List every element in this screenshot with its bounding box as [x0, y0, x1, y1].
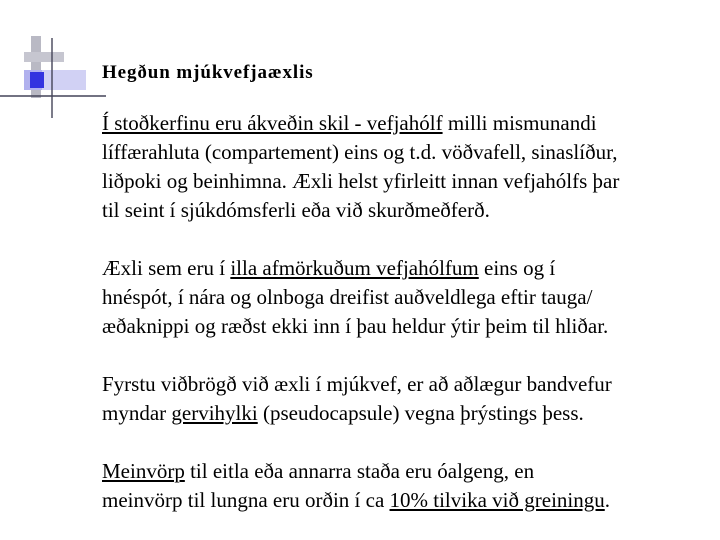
paragraph-line: [102, 109, 702, 138]
text-run: myndar: [102, 401, 172, 425]
corner-decoration: [0, 0, 110, 130]
paragraph-metastases: [102, 457, 702, 515]
text-run: til eitla eða annarra staða eru óalgeng, en: [184, 459, 535, 483]
paragraph-poorly-defined-compartments: [102, 254, 702, 341]
text-run: líffærahluta (compartement) eins og t.d. vöðvafell, sinaslíður,: [102, 140, 618, 164]
underlined-term: gervihylki: [171, 401, 258, 425]
paragraph-line: [102, 254, 702, 283]
text-run: hnéspót, í nára og olnboga dreifist auðveldlega eftir tauga/: [102, 285, 593, 309]
paragraph-line: [102, 283, 702, 312]
decor-blue-core: [30, 72, 44, 88]
paragraph-line: [102, 370, 702, 399]
page-title: Hegðun mjúkvefjaæxlis: [102, 62, 314, 83]
text-run: .: [604, 488, 610, 512]
paragraph-line: [102, 167, 702, 196]
underlined-term: Meinvörp: [102, 459, 185, 483]
decor-gray-horizontal-bar: [24, 52, 64, 62]
underlined-term: illa afmörkuðum vefjahólfum: [230, 256, 479, 280]
text-run: (pseudocapsule) vegna þrýstings þess.: [257, 401, 584, 425]
text-run: til seint í sjúkdómsferli eða við skurðmeðferð.: [102, 198, 490, 222]
paragraph-line: [102, 138, 702, 167]
underlined-term: 10% tilvika við greiningu: [389, 488, 605, 512]
text-run: eins og í: [478, 256, 556, 280]
text-run: Fyrstu viðbrögð við æxli í mjúkvef, er að aðlægur bandvefur: [102, 372, 612, 396]
paragraph-line: [102, 486, 702, 515]
text-run: Æxli sem eru í: [102, 256, 231, 280]
paragraph-line: [102, 399, 702, 428]
text-run: milli mismunandi: [442, 111, 597, 135]
text-run: meinvörp til lungna eru orðin í ca: [102, 488, 390, 512]
paragraph-line: [102, 457, 702, 486]
paragraph-compartments: [102, 109, 702, 225]
paragraph-pseudocapsule: [102, 370, 702, 428]
paragraph-line: [102, 312, 702, 341]
text-run: liðpoki og beinhimna. Æxli helst yfirleitt innan vefjahólfs þar: [102, 169, 620, 193]
underlined-term: Í stoðkerfinu eru ákveðin skil - vefjahólf: [102, 111, 443, 135]
text-run: æðaknippi og ræðst ekki inn í þau heldur ýtir þeim til hliðar.: [102, 314, 609, 338]
paragraph-line: [102, 196, 702, 225]
